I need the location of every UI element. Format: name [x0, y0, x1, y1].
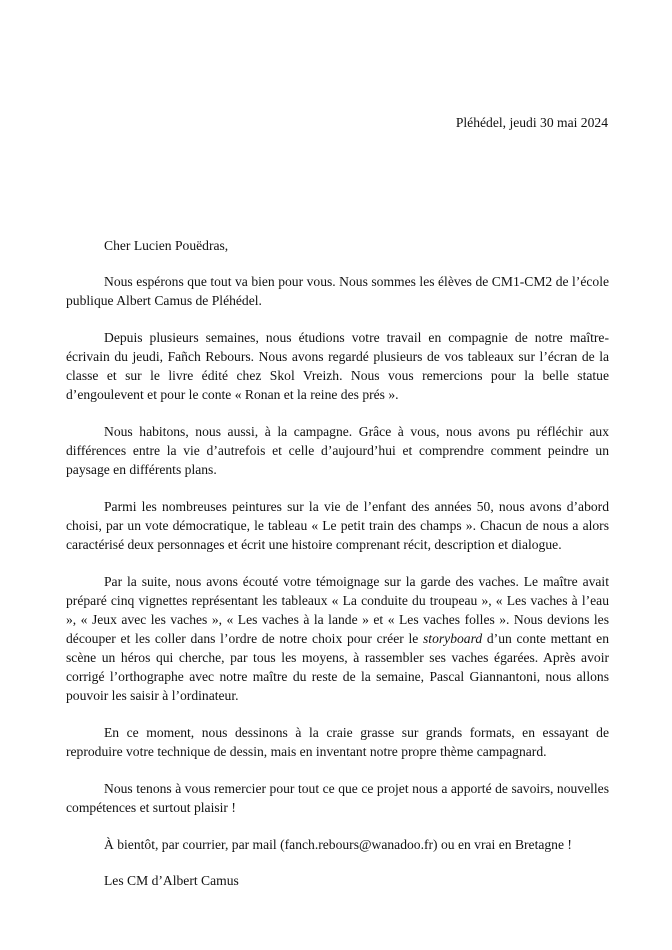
- letter-signature: Les CM d’Albert Camus: [104, 873, 239, 888]
- paragraph-text: Parmi les nombreuses peintures sur la vie de l’enfant des années 50, nous avons d’abord choisi, par un vote démocratique, le tableau « Le petit train des champs ». Chacun de nous a alors caractérisé deux personnages et écrit une histoire comprenant récit, description et dialogue.: [66, 499, 609, 552]
- letter-paragraph: [66, 497, 609, 554]
- paragraph-text: Nous tenons à vous remercier pour tout ce que ce projet nous a apporté de savoirs, nouvelles compétences et surtout plaisir !: [66, 781, 609, 815]
- letter-paragraph: [66, 572, 609, 705]
- letter-paragraph: [66, 779, 609, 817]
- paragraph-text-continued: d’un conte mettant en scène un héros qui cherche, par tous les moyens, à rassembler ses vaches égarées. Après avoir corrigé l’orthographe avec notre maître du reste de la semaine, Pascal Giannantoni, nous allons pouvoir les saisir à l’ordinateur.: [66, 631, 609, 703]
- paragraph-text: En ce moment, nous dessinons à la craie grasse sur grands formats, en essayant de reproduire votre technique de dessin, mais en inventant notre propre thème campagnard.: [66, 725, 609, 759]
- letter-body: [66, 236, 609, 890]
- letter-closing: À bientôt, par courrier, par mail (fanch.rebours@wanadoo.fr) ou en vrai en Bretagne !: [104, 837, 572, 852]
- storyboard-emphasis: storyboard: [423, 631, 483, 646]
- letter-paragraph: [66, 272, 609, 310]
- letter-paragraph: [66, 328, 609, 404]
- paragraph-text: Nous espérons que tout va bien pour vous. Nous sommes les élèves de CM1-CM2 de l’école publique Albert Camus de Pléhédel.: [66, 274, 609, 308]
- letter-paragraph: [66, 723, 609, 761]
- letter-paragraph: [66, 422, 609, 479]
- paragraph-text: Par la suite, nous avons écouté votre témoignage sur la garde des vaches. Le maître avait préparé cinq vignettes représentant les tableaux « La conduite du troupeau », « Les vaches à l’eau », « Jeux avec les vaches », « Les vaches à la lande » et « Les vaches folles ». Nous devions les découper et les coller dans l’ordre de notre choix pour créer le: [66, 574, 609, 646]
- paragraph-text: Nous habitons, nous aussi, à la campagne. Grâce à vous, nous avons pu réfléchir aux différences entre la vie d’autrefois et celle d’aujourd’hui et comprendre comment peindre un paysage en différents plans.: [66, 424, 609, 477]
- letter-dateline: Pléhédel, jeudi 30 mai 2024: [455, 115, 608, 130]
- paragraph-text: Depuis plusieurs semaines, nous étudions votre travail en compagnie de notre maître-écrivain du jeudi, Fañch Rebours. Nous avons regardé plusieurs de vos tableaux sur l’écran de la classe et sur le livre édité chez Skol Vreizh. Nous vous remercions pour la belle statue d’engoulevent et pour le conte « Ronan et la reine des prés ».: [66, 330, 609, 402]
- letter-salutation: Cher Lucien Pouëdras,: [104, 238, 229, 253]
